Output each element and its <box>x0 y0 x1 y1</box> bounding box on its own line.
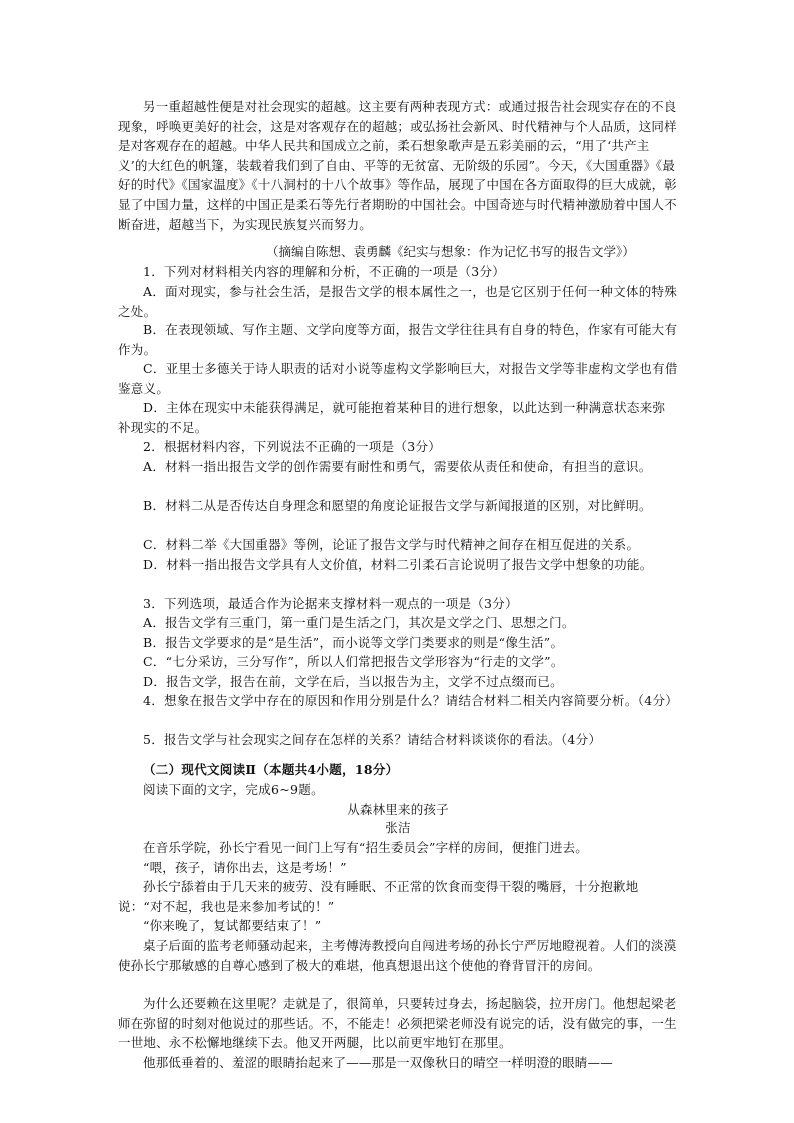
story-author: 张洁 <box>385 820 411 835</box>
question-1-option-a: A．面对现实，参与社会生活，是报告文学的根本属性之一，也是它区别于任何一种文体的特殊之处。 <box>118 284 678 319</box>
story-paragraph: “你来晚了，复试都要结束了！” <box>143 918 322 933</box>
question-1-option-b: B．在表现领域、写作主题、文学向度等方面，报告文学往往具有自身的特色，作家有可能大有作为。 <box>118 322 678 357</box>
question-1-option-d: D．主体在现实中未能获得满足，就可能抱着某种目的进行想象，以此达到一种满意状态来弥补现实的不足。 <box>118 400 666 435</box>
story-paragraph: “喂，孩子，请你出去，这是考场！” <box>143 860 347 875</box>
material-two-paragraph: 另一重超越性便是对社会现实的超越。这主要有两种表现方式：或通过报告社会现实存在的不良现象，呼唤更美好的社会，这是对客观存在的超越；或弘扬社会新风、时代精神与个人品质，这同样是对客观存在的超越。中华人民共和国成立之前，柔石想象歌声是五彩美丽的云，“用了‘共产主义’的大红色的帆篷，装载着我们到了自由、平等的无贫富、无阶级的乐园”。今天，《大国重器》《最好的时代》《国家温度》《十八洞村的十八个故事》等作品，展现了中国在各方面取得的巨大成就，彰显了中国力量，这样的中国正是柔石等先行者期盼的中国社会。中国奇迹与时代精神激励着中国人不断奋进，超越当下，为实现民族复兴而努力。 <box>118 99 678 232</box>
question-2-option-c: C．材料二举《大国重器》等例，论证了报告文学与时代精神之间存在相互促进的关系。 <box>143 537 640 552</box>
question-1-option-c: C．亚里士多德关于诗人职责的话对小说等虚构文学影响巨大，对报告文学等非虚构文学也有借鉴意义。 <box>118 361 678 396</box>
question-1-stem: 1．下列对材料相关内容的理解和分析，不正确的一项是（3分） <box>143 264 506 279</box>
question-3-stem: 3．下列选项，最适合作为论据来支撑材料一观点的一项是（3分） <box>143 596 518 611</box>
question-2-stem: 2．根据材料内容，下列说法不正确的一项是（3分） <box>143 439 442 454</box>
question-2-option-b: B．材料二从是否传达自身理念和愿望的角度论证报告文学与新闻报道的区别，对比鲜明。 <box>143 498 652 513</box>
story-paragraph: 在音乐学院，孙长宁看见一间门上写有“招生委员会”字样的房间，便推门进去。 <box>143 840 588 855</box>
question-4: 4．想象在报告文学中存在的原因和作用分别是什么？请结合材料二相关内容简要分析。（4分） <box>143 693 679 708</box>
story-paragraph: 孙长宁舔着由于几天来的疲劳、没有睡眠、不正常的饮食而变得干裂的嘴唇，十分抱歉地说：“对不起，我也是来参加考试的！” <box>118 879 639 914</box>
story-title: 从森林里来的孩子 <box>347 802 449 817</box>
question-3-option-d: D．报告文学，报告在前，文学在后，当以报告为主，文学不过点缀而已。 <box>143 674 563 689</box>
source-citation: （摘编自陈想、袁勇麟《纪实与想象：作为记忆书写的报告文学》） <box>266 244 635 259</box>
question-3-option-a: A．报告文学有三重门，第一重门是生活之门，其次是文学之门、思想之门。 <box>143 615 575 630</box>
story-paragraph: 桌子后面的监考老师骚动起来，主考傅涛教授向自闯进考场的孙长宁严厉地瞪视着。人们的淡漠使孙长宁那敏感的自尊心感到了极大的难堪，他真想退出这个使他的脊背冒汗的房间。 <box>118 938 677 973</box>
question-2-option-a: A．材料一指出报告文学的创作需要有耐性和勇气，需要依从责任和使命，有担当的意识。 <box>143 459 652 474</box>
question-2-option-d: D．材料一指出报告文学具有人文价值，材料二引柔石言论说明了报告文学中想象的功能。 <box>143 557 653 572</box>
question-3-option-c: C．“七分采访，三分写作”，所以人们常把报告文学形容为“行走的文学”。 <box>143 654 564 669</box>
section-title: （二）现代文阅读Ⅱ（本题共4小题，18分） <box>143 762 399 777</box>
story-paragraph: 为什么还要赖在这里呢？走就是了，很简单，只要转过身去，扬起脑袋，拉开房门。他想起梁老师在弥留的时刻对他说过的那些话。不，不能走！必须把梁老师没有说完的话，没有做完的事，一生一世地、永不松懈地继续下去。他叉开两腿，比以前更牢地钉在那里。 <box>118 996 677 1051</box>
story-paragraph: 他那低垂着的、羞涩的眼睛抬起来了——那是一双像秋日的晴空一样明澄的眼睛—— <box>143 1055 613 1070</box>
question-3-option-b: B．报告文学要求的是“是生活”，而小说等文学门类要求的则是“像生活”。 <box>143 635 564 650</box>
question-5: 5．报告文学与社会现实之间存在怎样的关系？请结合材料谈谈你的看法。（4分） <box>143 732 602 747</box>
reading-instruction: 阅读下面的文字，完成6~9题。 <box>143 782 324 797</box>
